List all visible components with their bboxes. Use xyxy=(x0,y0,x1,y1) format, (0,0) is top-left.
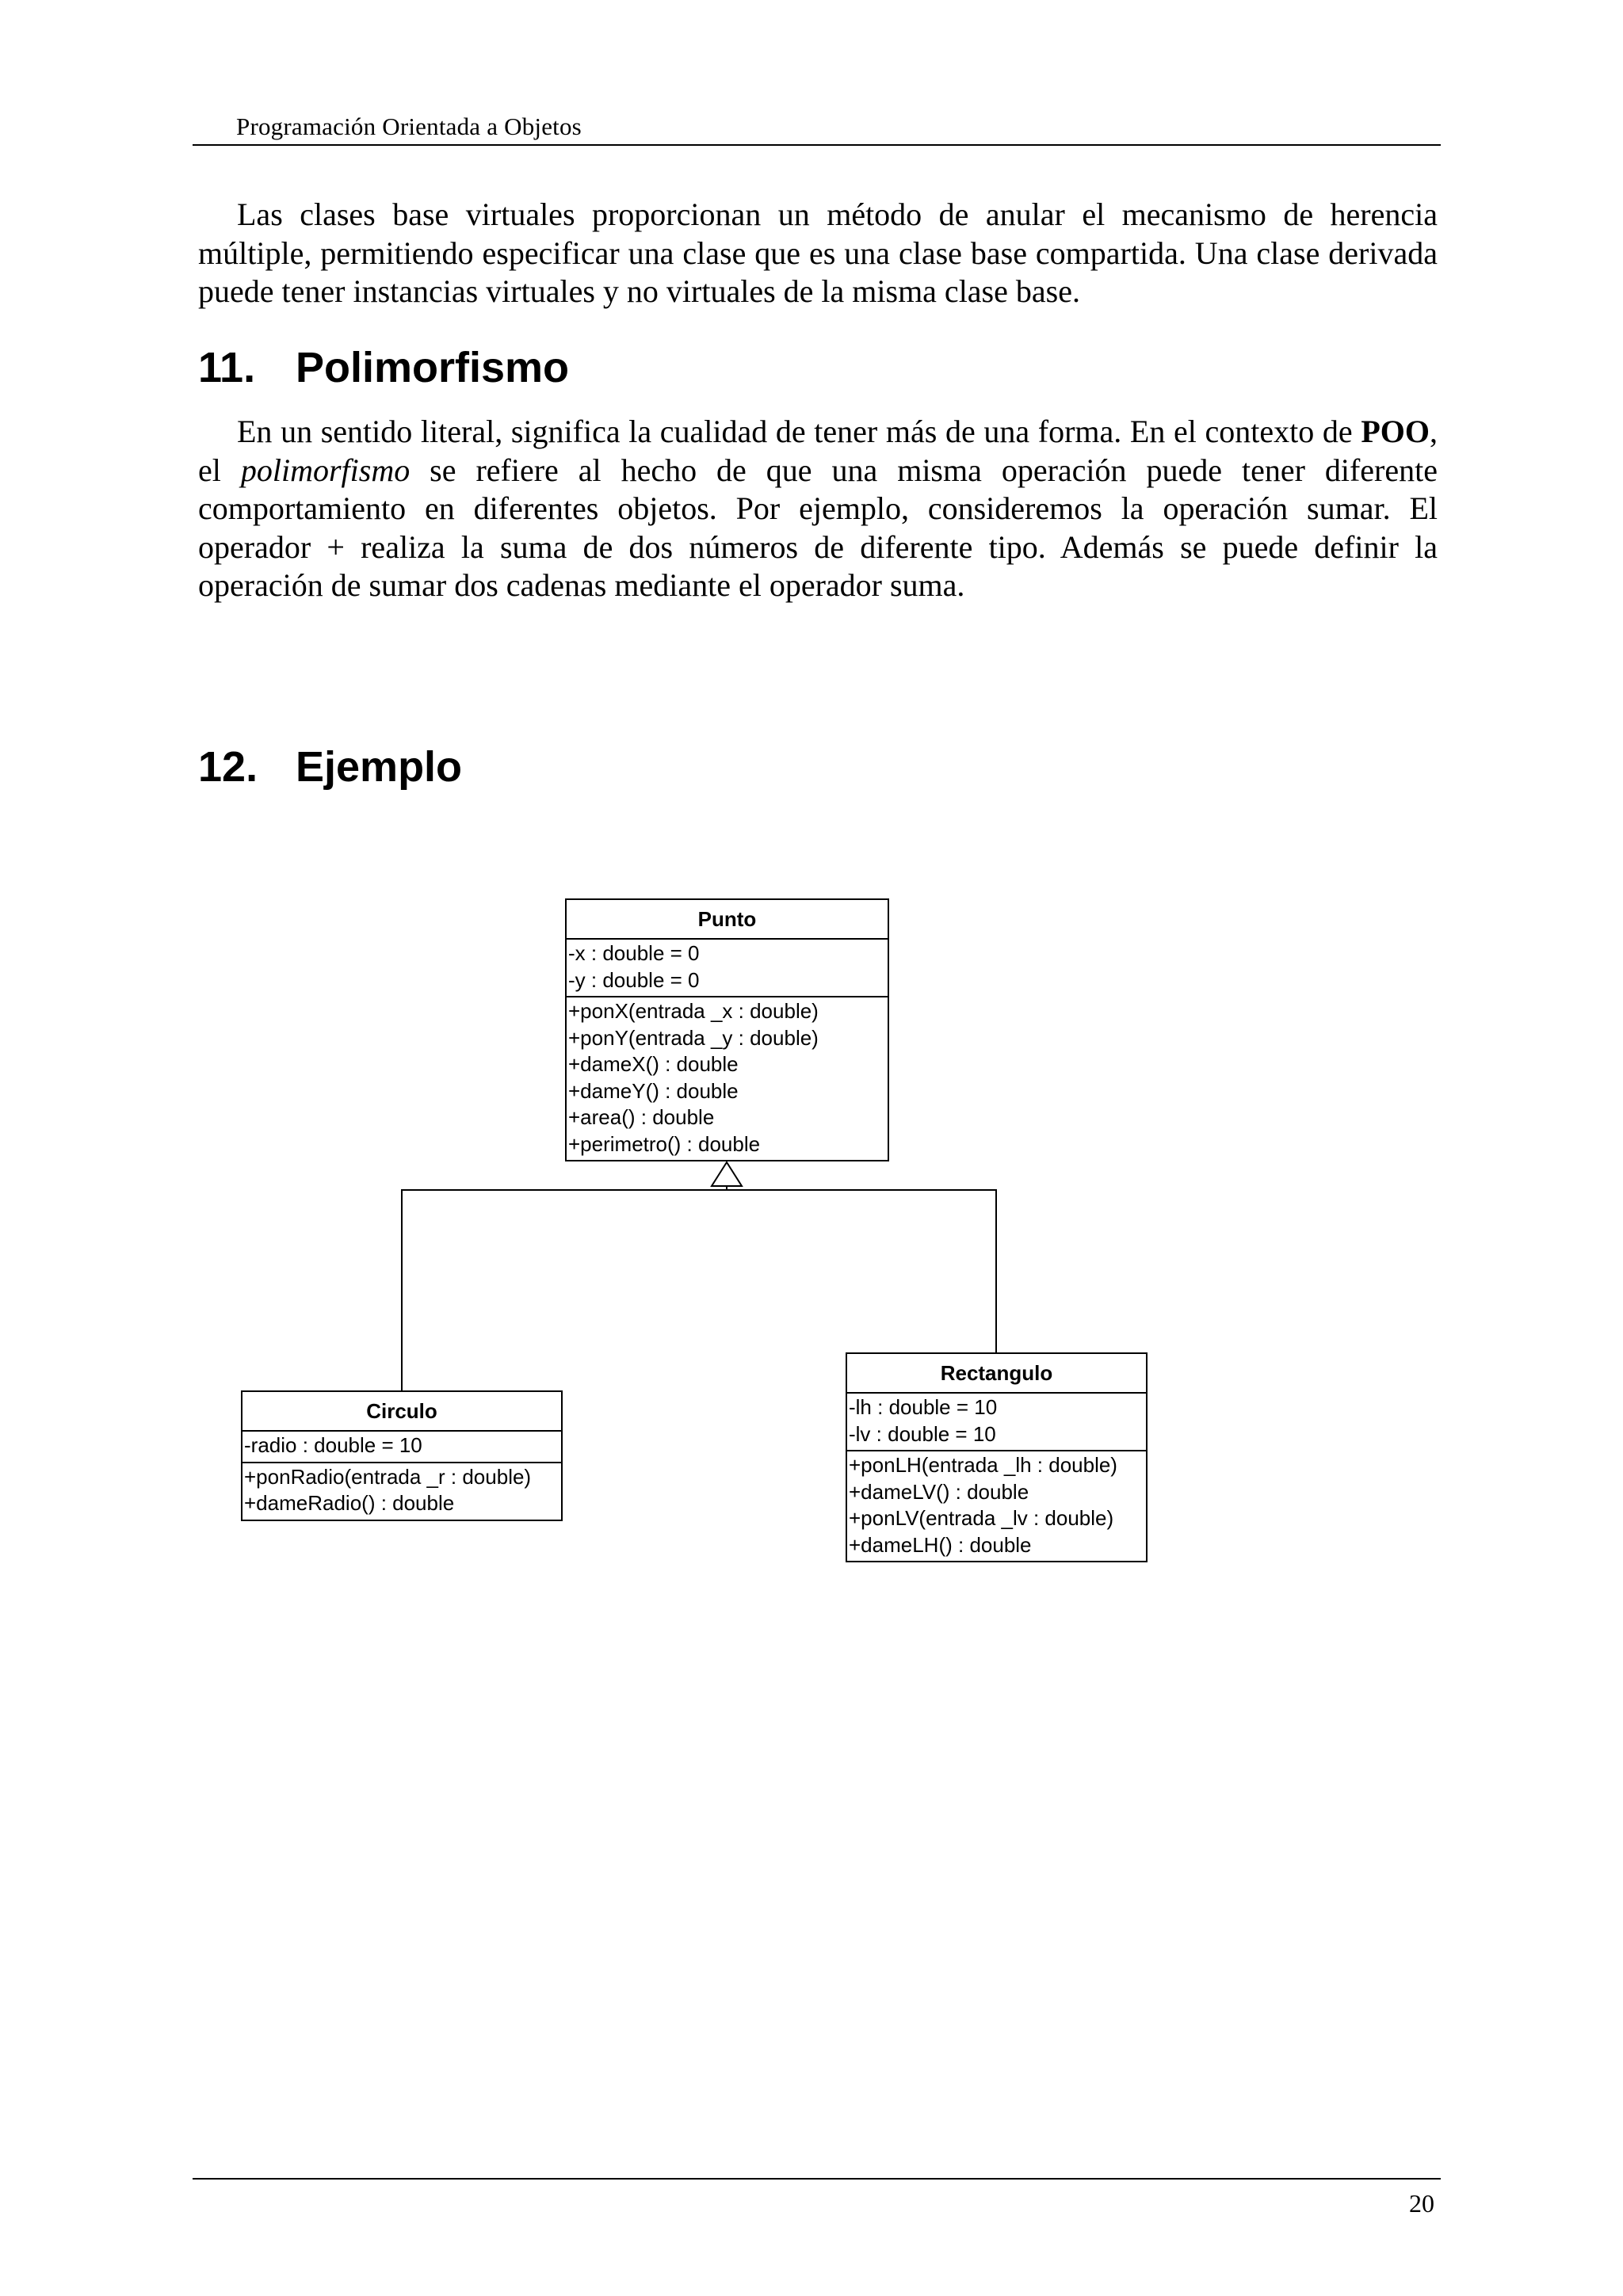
class-name: Punto xyxy=(567,900,888,940)
bold-term: POO xyxy=(1361,414,1430,449)
paragraph-text: se refiere al hecho de que una misma operación puede tener diferente comportamiento en diferentes objetos. Por ejemplo, consideremos la operación sumar. El operador + realiza la suma de dos números de diferente tipo. Además se puede definir la operación de sumar dos cadenas mediante el operador suma. xyxy=(198,452,1438,603)
section-number: 11. xyxy=(198,344,256,391)
attribute: -y : double = 0 xyxy=(568,967,700,992)
class-attributes xyxy=(242,1432,561,1462)
operation: +dameLV() : double xyxy=(849,1479,1029,1504)
class-operations xyxy=(567,996,888,1160)
attribute: -lv : double = 10 xyxy=(849,1421,996,1446)
class-name: Circulo xyxy=(242,1392,561,1432)
italic-term: polimorfismo xyxy=(240,452,411,488)
intro-paragraph: Las clases base virtuales proporcionan un método de anular el mecanismo de herencia múltiple, permitiendo especificar una clase que es una clase base compartida. Una clase derivada puede tener instancias virtuales y no virtuales de la misma clase base. xyxy=(198,196,1438,309)
class-operations xyxy=(242,1462,561,1520)
section-11-heading xyxy=(198,342,569,393)
operation: +ponLV(entrada _lv : double) xyxy=(849,1506,1114,1530)
class-operations xyxy=(847,1450,1146,1561)
operation: +area() : double xyxy=(568,1105,715,1129)
section-number: 12. xyxy=(198,743,258,791)
operation: +ponLH(entrada _lh : double) xyxy=(849,1453,1117,1477)
operation: +ponRadio(entrada _r : double) xyxy=(244,1464,532,1489)
paragraph-text: En un sentido literal, significa la cualidad de tener más de una forma. En el contexto de xyxy=(237,414,1361,449)
class-attributes xyxy=(567,940,888,996)
operation: +ponX(entrada _x : double) xyxy=(568,999,819,1023)
attribute: -lh : double = 10 xyxy=(849,1395,998,1419)
polimorfismo-paragraph xyxy=(198,413,1438,605)
generalization-arrow-icon xyxy=(712,1162,742,1186)
footer-rule xyxy=(193,2178,1441,2180)
uml-class-punto xyxy=(565,898,889,1161)
class-name: Rectangulo xyxy=(847,1354,1146,1394)
running-header: Programación Orientada a Objetos xyxy=(236,113,582,140)
operation: +dameX() : double xyxy=(568,1052,739,1076)
attribute: -x : double = 0 xyxy=(568,941,700,965)
header-rule xyxy=(193,144,1441,146)
operation: +dameLH() : double xyxy=(849,1532,1032,1557)
section-title: Ejemplo xyxy=(296,743,463,791)
uml-class-circulo xyxy=(241,1390,563,1521)
section-12-heading xyxy=(198,742,462,792)
section-title: Polimorfismo xyxy=(296,344,570,391)
inheritance-line-circulo xyxy=(402,1190,727,1390)
operation: +dameRadio() : double xyxy=(244,1491,455,1515)
page-number: 20 xyxy=(1409,2189,1434,2218)
operation: +dameY() : double xyxy=(568,1078,739,1103)
class-attributes xyxy=(847,1394,1146,1450)
uml-class-rectangulo xyxy=(846,1352,1148,1562)
paragraph-text: , el xyxy=(198,414,1438,488)
operation: +ponY(entrada _y : double) xyxy=(568,1025,819,1050)
operation: +perimetro() : double xyxy=(568,1131,761,1156)
inheritance-line-rectangulo xyxy=(727,1190,996,1352)
attribute: -radio : double = 10 xyxy=(244,1433,422,1457)
